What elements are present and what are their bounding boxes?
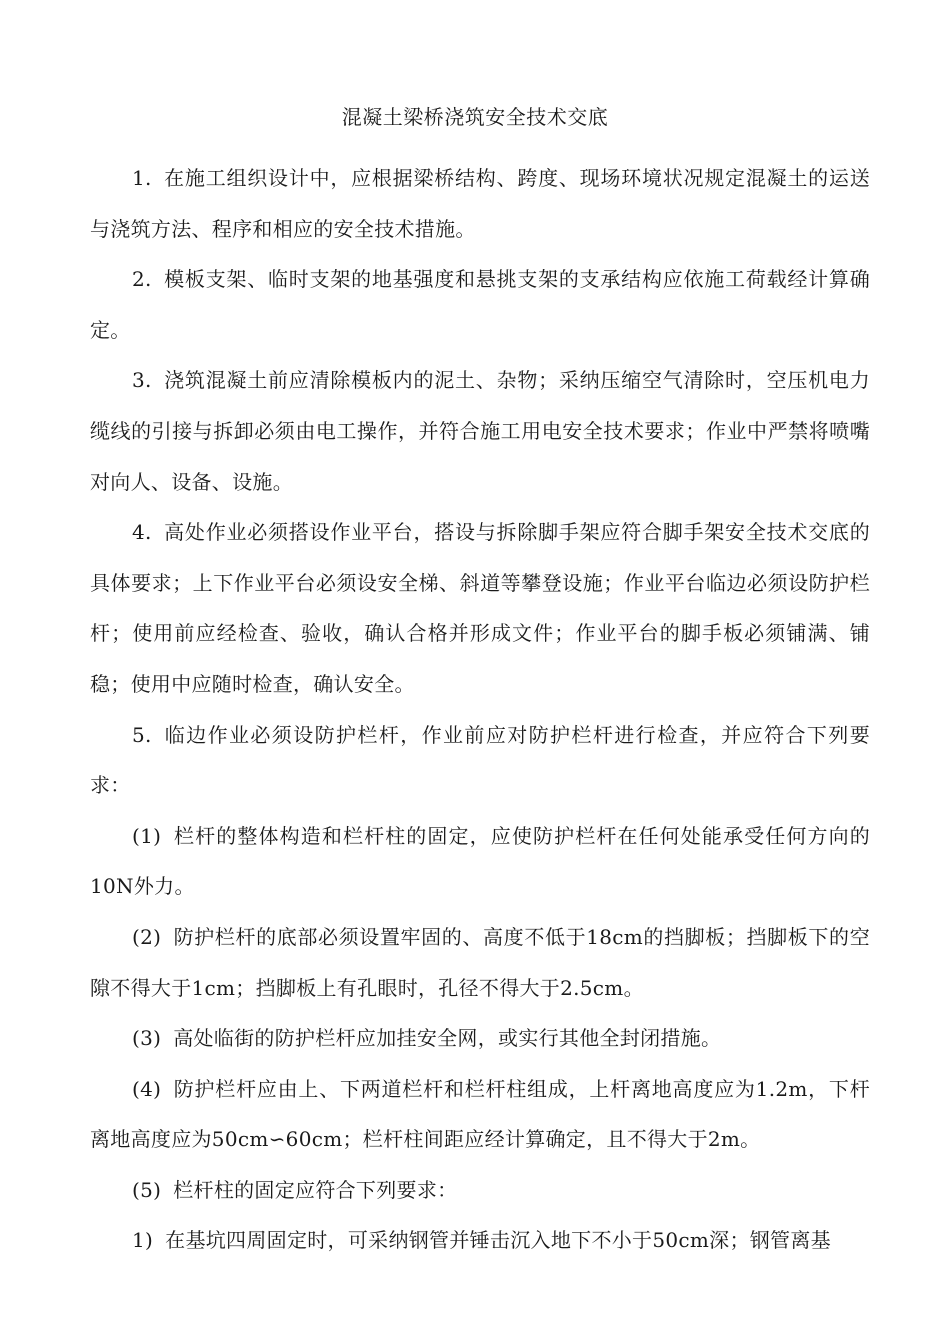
paragraph-text: 浇筑混凝土前应清除模板内的泥土、杂物；采纳压缩空气清除时，空压机电力缆线的引接与拆卸必须由电工操作，并符合施工用电安全技术要求；作业中严禁将喷嘴对向人、设备、设施。 — [90, 368, 870, 494]
document-body — [90, 153, 870, 1266]
sub-item-number: (1) — [132, 823, 162, 848]
paragraph-4 — [90, 507, 870, 709]
sub-item-number: (5) — [132, 1177, 162, 1202]
document-title: 混凝土梁桥浇筑安全技术交底 — [341, 105, 609, 129]
paragraph-1 — [90, 153, 870, 254]
sub-item-text: 防护栏杆应由上、下两道栏杆和栏杆柱组成，上杆离地高度应为1.2m，下杆离地高度应为50cm∽60cm；栏杆柱间距应经计算确定，且不得大于2m。 — [90, 1076, 870, 1152]
sub-item-2 — [90, 912, 870, 1013]
sub-item-1 — [90, 811, 870, 912]
sub-sub-item-number: 1) — [132, 1228, 154, 1253]
paragraph-text: 模板支架、临时支架的地基强度和悬挑支架的支承结构应依施工荷载经计算确定。 — [90, 267, 870, 342]
paragraph-text: 高处作业必须搭设作业平台，搭设与拆除脚手架应符合脚手架安全技术交底的具体要求；上下作业平台必须设安全梯、斜道等攀登设施；作业平台临边必须设防护栏杆；使用前应经检查、验收，确认合格并形成文件；作业平台的脚手板必须铺满、铺稳；使用中应随时检查，确认安全。 — [90, 520, 870, 696]
sub-item-text: 栏杆柱的固定应符合下列要求： — [173, 1177, 458, 1202]
paragraph-number: 5. — [132, 722, 152, 747]
sub-item-5 — [90, 1165, 870, 1216]
paragraph-5 — [90, 710, 870, 811]
paragraph-2 — [90, 254, 870, 355]
paragraph-3 — [90, 355, 870, 507]
sub-sub-item-text: 在基坑四周固定时，可采纳钢管并锤击沉入地下不小于50cm深；钢管离基 — [165, 1228, 831, 1253]
paragraph-number: 2. — [132, 267, 152, 292]
sub-item-text: 防护栏杆的底部必须设置牢固的、高度不低于18cm的挡脚板；挡脚板下的空隙不得大于1cm；挡脚板上有孔眼时，孔径不得大于2.5cm。 — [90, 924, 870, 1000]
paragraph-text: 临边作业必须设防护栏杆，作业前应对防护栏杆进行检查，并应符合下列要求： — [90, 722, 870, 798]
sub-item-text: 栏杆的整体构造和栏杆柱的固定，应使防护栏杆在任何处能承受任何方向的10N外力。 — [90, 823, 870, 899]
sub-item-text: 高处临街的防护栏杆应加挂安全网，或实行其他全封闭措施。 — [173, 1026, 722, 1051]
paragraph-number: 4. — [132, 520, 152, 545]
sub-item-3 — [90, 1013, 870, 1064]
paragraph-number: 3. — [132, 368, 152, 393]
sub-item-number: (3) — [132, 1026, 162, 1051]
sub-item-number: (2) — [132, 924, 162, 949]
paragraph-text: 在施工组织设计中，应根据梁桥结构、跨度、现场环境状况规定混凝土的运送与浇筑方法、程序和相应的安全技术措施。 — [90, 166, 870, 241]
sub-sub-item-1 — [90, 1215, 870, 1266]
sub-item-number: (4) — [132, 1076, 162, 1101]
sub-item-4 — [90, 1064, 870, 1165]
paragraph-number: 1. — [132, 166, 152, 190]
